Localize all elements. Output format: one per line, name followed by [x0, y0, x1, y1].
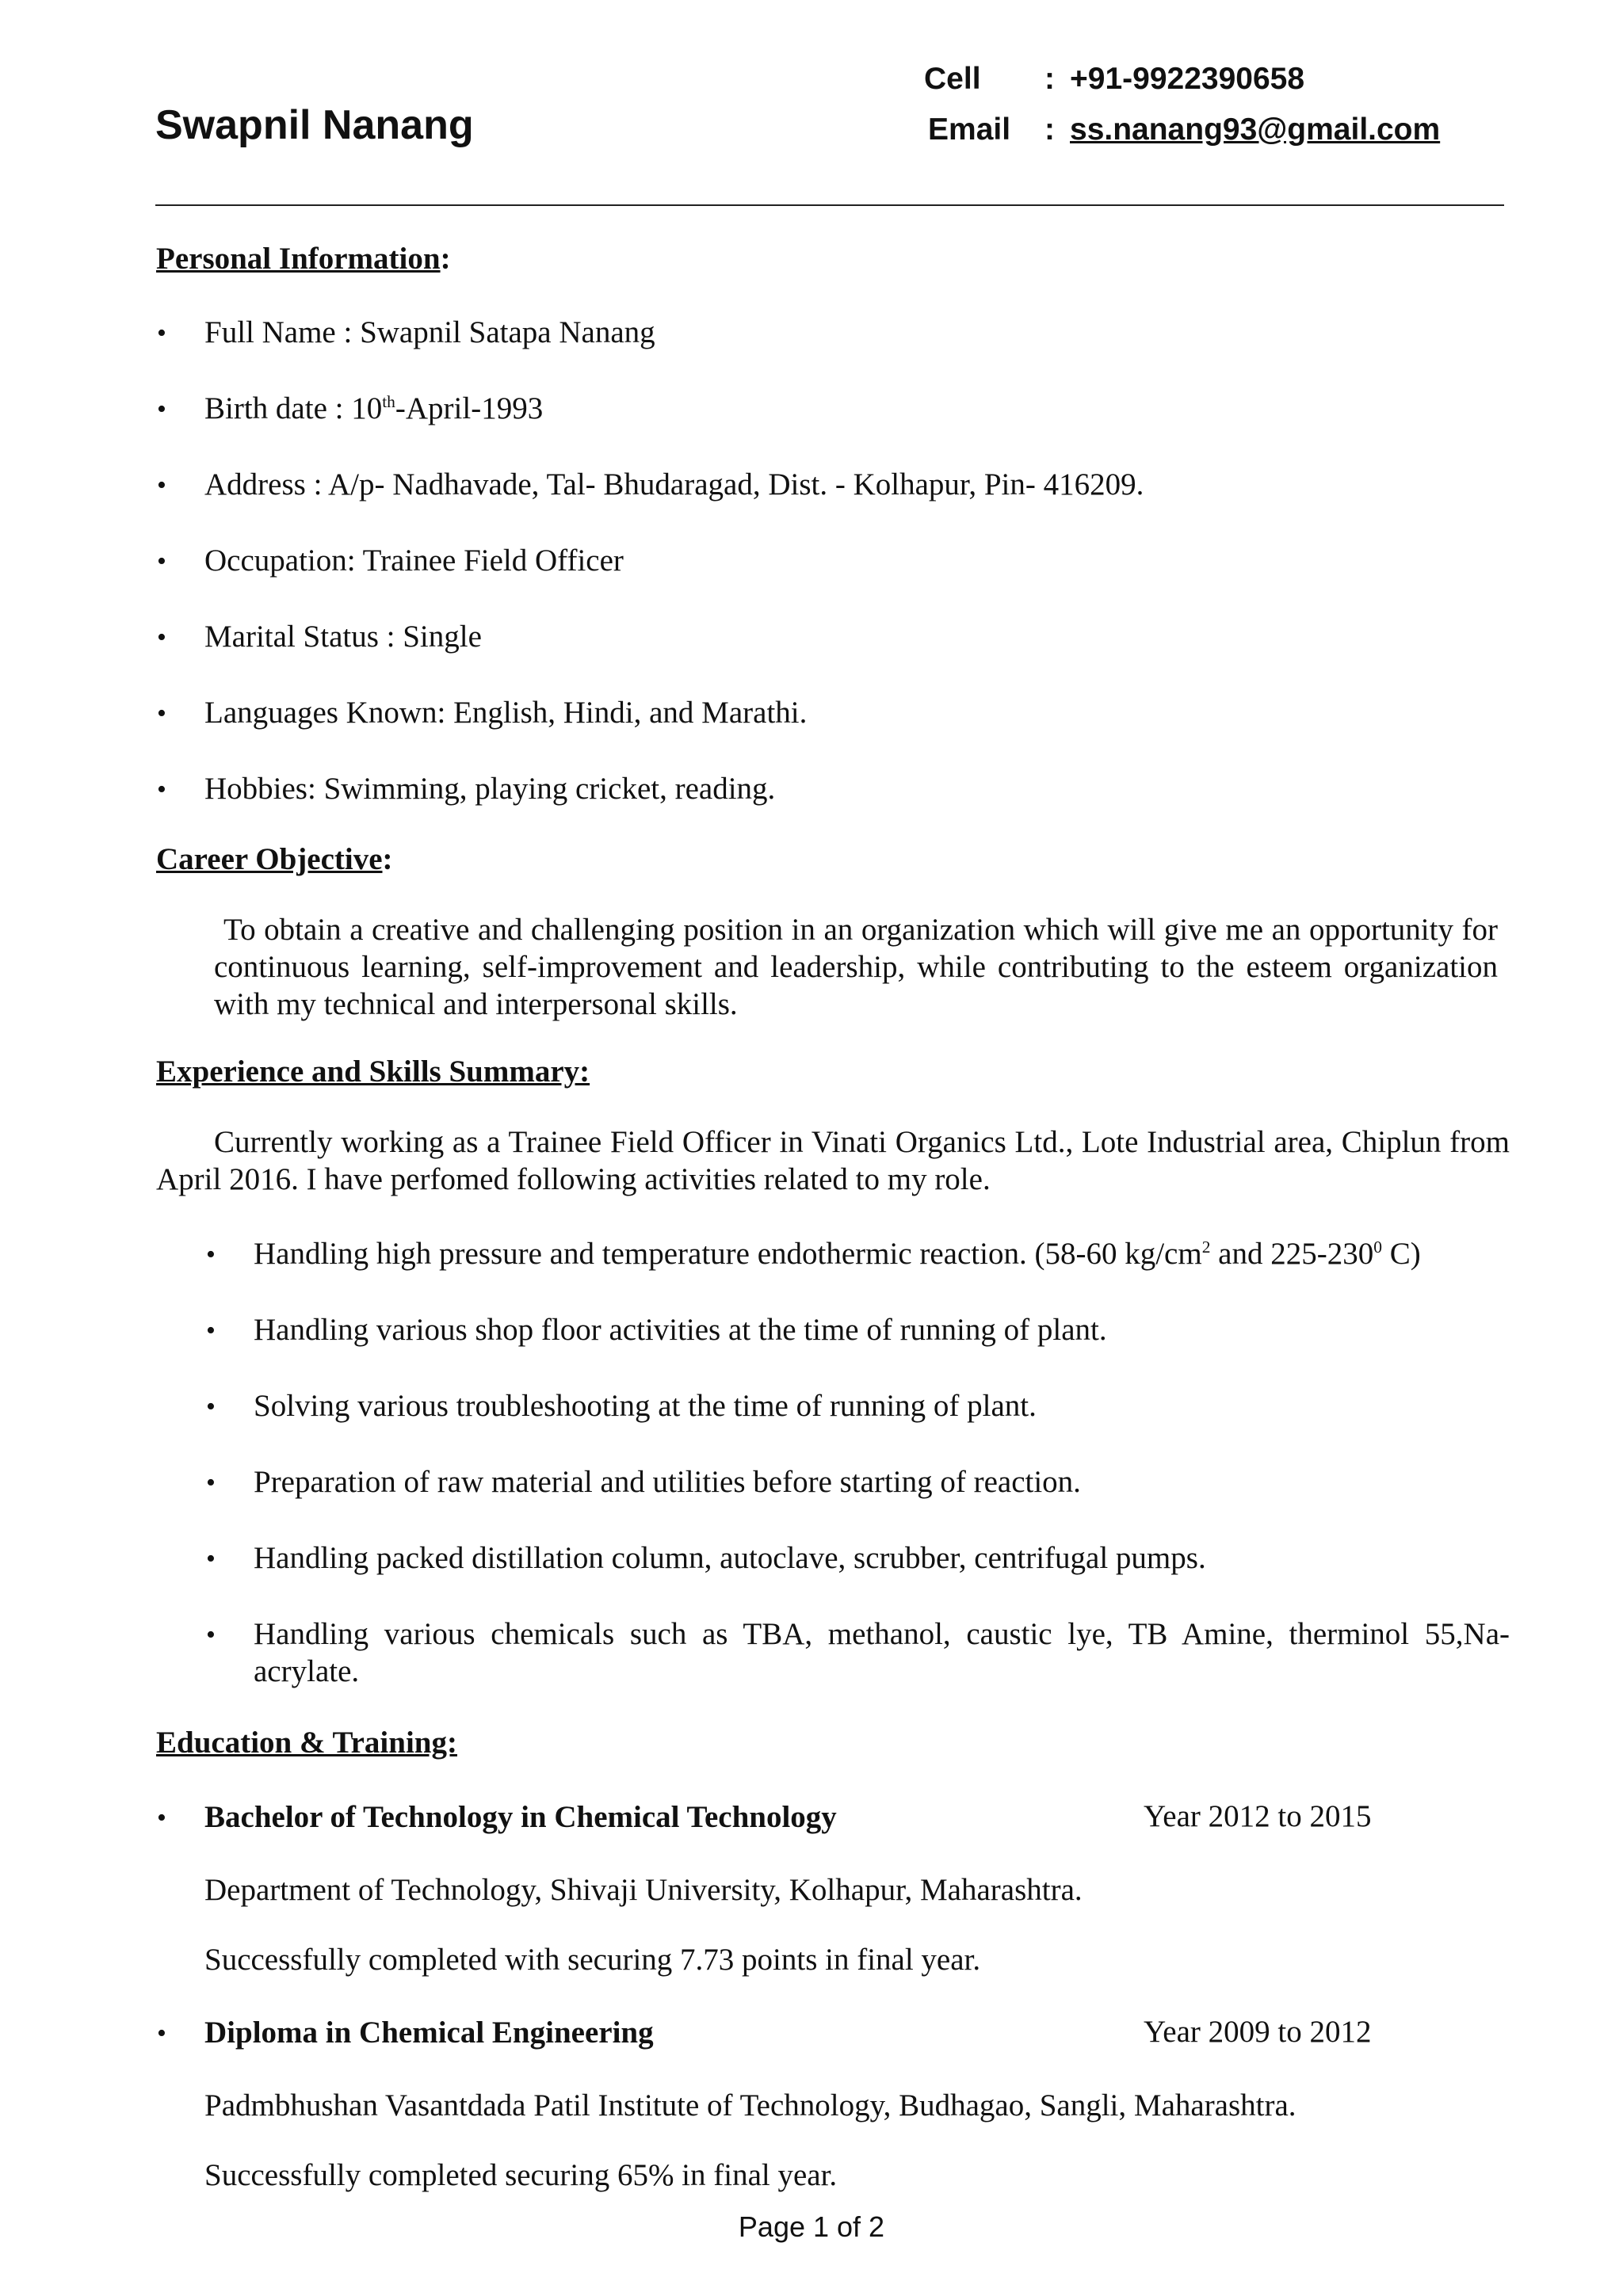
- candidate-name: Swapnil Nanang: [155, 102, 474, 148]
- experience-heading-text: Experience and Skills Summary:: [156, 1055, 590, 1089]
- birth-date-ordinal: th: [382, 392, 395, 411]
- bullet-icon: •: [157, 699, 166, 728]
- education-result: Successfully completed securing 65% in final year.: [204, 2158, 838, 2192]
- experience-item-text: Handling high pressure and temperature endothermic reaction. (58-60 kg/cm: [254, 1237, 1202, 1271]
- cell-value: +91-9922390658: [1070, 62, 1305, 96]
- education-degree: Diploma in Chemical Engineering: [204, 2016, 654, 2050]
- email-separator: :: [1044, 113, 1055, 147]
- personal-marital-status: Marital Status : Single: [204, 620, 482, 654]
- header-divider: [155, 204, 1504, 206]
- education-institution: Department of Technology, Shivaji University, Kolhapur, Maharashtra.: [204, 1873, 1083, 1907]
- education-heading-text: Education & Training:: [156, 1726, 457, 1760]
- bullet-icon: •: [157, 547, 166, 576]
- personal-info-heading: [156, 241, 451, 277]
- experience-item: [254, 1235, 1421, 1273]
- bullet-icon: •: [157, 395, 166, 424]
- personal-hobbies: Hobbies: Swimming, playing cricket, reading.: [204, 772, 776, 806]
- experience-item: Handling various shop floor activities at the time of running of plant.: [254, 1313, 1107, 1347]
- birth-date-prefix: Birth date : 10: [204, 391, 383, 425]
- experience-item: Handling packed distillation column, autoclave, scrubber, centrifugal pumps.: [254, 1541, 1206, 1575]
- personal-occupation: Occupation: Trainee Field Officer: [204, 543, 624, 578]
- career-objective-heading: [156, 841, 393, 877]
- experience-item-text: and 225-230: [1210, 1237, 1374, 1271]
- experience-item: Handling various chemicals such as TBA, methanol, caustic lye, TB Amine, therminol 55,Na-acrylate.: [254, 1617, 1510, 1688]
- cell-separator: :: [1044, 62, 1055, 96]
- bullet-icon: •: [157, 1803, 166, 1833]
- personal-birth-date: [204, 390, 543, 428]
- bullet-icon: •: [157, 2019, 166, 2048]
- personal-address: Address : A/p- Nadhavade, Tal- Bhudaragad, Dist. - Kolhapur, Pin- 416209.: [204, 467, 1144, 502]
- bullet-icon: •: [157, 623, 166, 652]
- experience-intro: Currently working as a Trainee Field Officer in Vinati Organics Ltd., Lote Industrial area, Chiplun from April 2016. I have perfomed following activities related to my role.: [156, 1125, 1510, 1196]
- superscript-squared: 2: [1201, 1238, 1211, 1257]
- career-objective-heading-text: Career Objective: [156, 842, 383, 876]
- email-label: Email: [928, 113, 1011, 147]
- birth-date-suffix: -April-1993: [395, 391, 544, 425]
- career-objective-heading-colon: :: [382, 842, 393, 876]
- education-years: Year 2012 to 2015: [1144, 1799, 1372, 1833]
- education-degree: Bachelor of Technology in Chemical Technology: [204, 1800, 837, 1834]
- bullet-icon: •: [157, 318, 166, 348]
- bullet-icon: •: [206, 1544, 216, 1573]
- bullet-icon: •: [206, 1468, 216, 1497]
- education-years: Year 2009 to 2012: [1144, 2015, 1372, 2049]
- experience-heading: [156, 1054, 590, 1089]
- bullet-icon: •: [157, 471, 166, 500]
- bullet-icon: •: [206, 1620, 216, 1650]
- personal-info-heading-text: Personal Information: [156, 242, 441, 276]
- experience-item: Solving various troubleshooting at the time of running of plant.: [254, 1389, 1037, 1423]
- degree-symbol: 0: [1373, 1238, 1382, 1257]
- personal-info-heading-colon: :: [440, 242, 451, 276]
- career-objective-text: To obtain a creative and challenging position in an organization which will give me an opportunity for continuous learning, self-improvement and leadership, while contributing to the esteem organization with my technical and interpersonal skills.: [214, 913, 1498, 1021]
- bullet-icon: •: [206, 1316, 216, 1345]
- bullet-icon: •: [206, 1392, 216, 1421]
- personal-full-name: Full Name : Swapnil Satapa Nanang: [204, 315, 655, 349]
- experience-item: Preparation of raw material and utilities before starting of reaction.: [254, 1465, 1081, 1499]
- experience-item-text: C): [1381, 1237, 1421, 1271]
- education-heading: [156, 1725, 457, 1760]
- education-institution: Padmbhushan Vasantdada Patil Institute of Technology, Budhagao, Sangli, Maharashtra.: [204, 2088, 1296, 2122]
- bullet-icon: •: [157, 775, 166, 804]
- page-number: Page 1 of 2: [738, 2210, 885, 2243]
- email-link[interactable]: ss.nanang93@gmail.com: [1070, 113, 1441, 147]
- education-result: Successfully completed with securing 7.73 points in final year.: [204, 1943, 981, 1977]
- cell-label: Cell: [924, 62, 981, 96]
- personal-languages: Languages Known: English, Hindi, and Marathi.: [204, 696, 808, 730]
- bullet-icon: •: [206, 1240, 216, 1269]
